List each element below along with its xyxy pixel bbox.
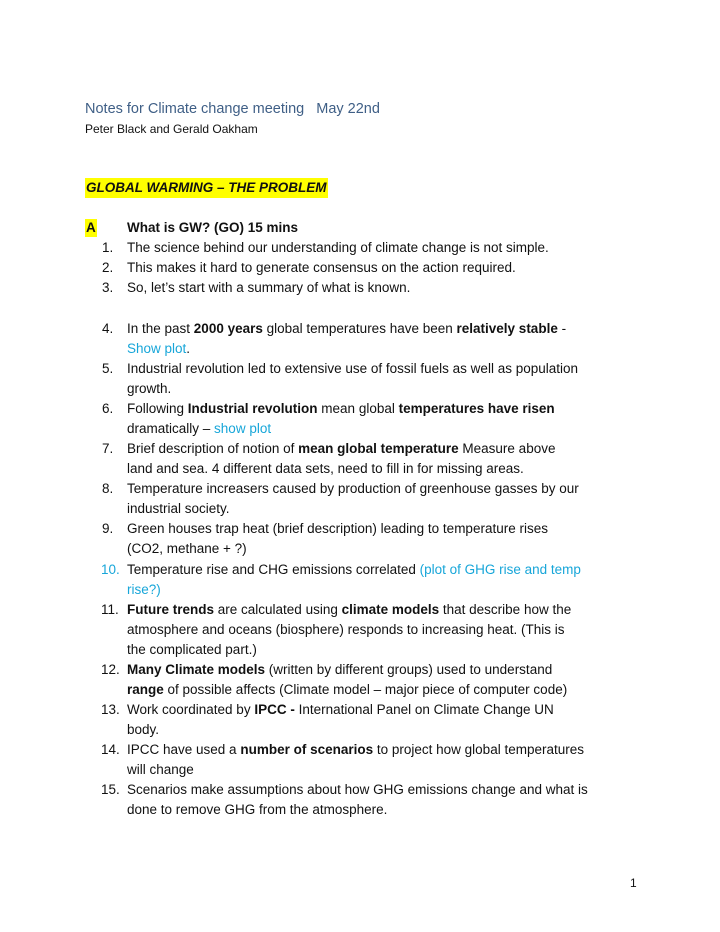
item-text: Following Industrial revolution mean global temperatures have risen [127,401,555,416]
item-text: Brief description of notion of mean global temperature Measure above [127,441,556,456]
document-authors: Peter Black and Gerald Oakham [85,122,258,136]
item-number: 4. [102,321,114,336]
subsection-letter: A [86,220,96,235]
subsection-title: What is GW? (GO) 15 mins [127,220,299,235]
item-text-cont: Show plot. [127,341,191,356]
page-number: 1 [630,876,637,890]
item-number: 5. [102,361,114,376]
item-text-cont: land and sea. 4 different data sets, need to fill in for missing areas. [127,461,524,476]
item-text-cont: industrial society. [127,501,230,516]
item-number: 8. [102,481,114,496]
item-number: 15. [101,782,120,797]
item-text-cont: done to remove GHG from the atmosphere. [127,802,388,817]
item-number: 12. [101,662,120,677]
item-text-cont: (CO2, methane + ?) [127,541,247,556]
item-number: 13. [101,702,120,717]
item-number: 11. [101,602,119,617]
item-text: In the past 2000 years global temperatures have been relatively stable - [127,321,567,336]
item-text: Temperature rise and CHG emissions correlated (plot of GHG rise and temp [127,562,581,577]
title-date: May 22nd [316,101,380,117]
item-number: 9. [102,521,114,536]
item-text: Industrial revolution led to extensive use of fossil fuels as well as population [127,361,579,376]
item-text-cont: atmosphere and oceans (biosphere) responds to increasing heat. (This is [127,622,565,637]
item-number: 10. [101,562,120,577]
item-text: IPCC have used a number of scenarios to project how global temperatures [127,742,584,757]
item-number: 14. [101,742,120,757]
item-text-cont: dramatically – show plot [127,421,272,436]
item-text-cont[interactable]: rise?) [127,582,161,597]
item-text-cont: the complicated part.) [127,642,257,657]
item-text: Green houses trap heat (brief description) leading to temperature rises [127,521,548,536]
item-number: 2. [102,260,114,275]
section-heading: GLOBAL WARMING – THE PROBLEM [85,178,328,198]
item-text: Many Climate models (written by different groups) used to understand [127,662,553,677]
item-text: So, let’s start with a summary of what is known. [127,280,411,295]
show-plot-link[interactable]: show plot [214,421,272,436]
item-number: 3. [102,280,114,295]
document-title [85,101,380,117]
item-text-cont: growth. [127,381,172,396]
item-text: Temperature increasers caused by production of greenhouse gasses by our [127,481,579,496]
item-text-cont: will change [127,762,194,777]
show-plot-link[interactable]: Show plot [127,341,187,356]
item-text-cont: body. [127,722,160,737]
ghg-plot-link[interactable]: (plot of GHG rise and temp [419,562,581,577]
item-number: 1. [102,240,114,255]
item-text: Scenarios make assumptions about how GHG emissions change and what is [127,782,588,797]
item-number: 6. [102,401,114,416]
item-number: 7. [102,441,114,456]
item-text: Future trends are calculated using climate models that describe how the [127,602,572,617]
item-text: The science behind our understanding of climate change is not simple. [127,240,549,255]
item-text: This makes it hard to generate consensus on the action required. [127,260,516,275]
item-text: Work coordinated by IPCC - International Panel on Climate Change UN [127,702,554,717]
title-text: Notes for Climate change meeting [85,101,305,117]
item-text-cont: range of possible affects (Climate model – major piece of computer code) [127,682,568,697]
